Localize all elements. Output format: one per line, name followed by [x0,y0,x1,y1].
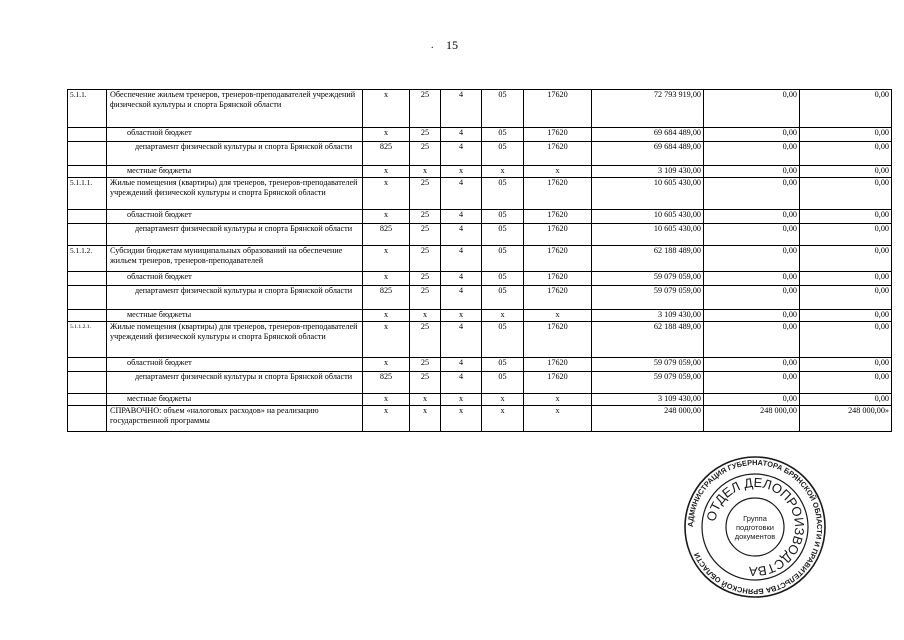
row-code [68,224,107,246]
row-value-1: 69 684 489,00 [592,142,704,166]
row-value-3: 0,00 [800,322,892,358]
row-code: 5.1.1.2.1. [68,322,107,358]
table-row [68,128,892,142]
row-code-1: 25 [410,90,441,128]
row-name: Жилые помещения (квартиры) для тренеров, тренеров-преподавателей учреждений физической культуры и спорта Брянской области [107,322,363,358]
stamp-outer-text: АДМИНИСТРАЦИЯ ГУБЕРНАТОРА БРЯНСКОЙ ОБЛАСТИ И ПРАВИТЕЛЬСТВА БРЯНСКОЙ ОБЛАСТИ [685,457,825,597]
row-code-3: 05 [482,272,524,286]
row-value-1: 10 605 430,00 [592,210,704,224]
row-code-4: 17620 [524,358,592,372]
table-row [68,358,892,372]
stamp-center-line-3: документов [734,532,776,541]
row-code [68,372,107,394]
row-code-2: 4 [441,210,482,224]
row-value-2: 0,00 [704,142,800,166]
row-code-1: х [410,406,441,432]
row-code-3: 05 [482,178,524,210]
row-name: местные бюджеты [107,166,363,178]
row-code: 5.1.1. [68,90,107,128]
row-code-1: 25 [410,272,441,286]
row-grbs: 825 [363,142,410,166]
page-number [0,38,904,53]
row-grbs: х [363,394,410,406]
row-code-4: х [524,310,592,322]
row-code-3: 05 [482,286,524,310]
row-value-2: 0,00 [704,372,800,394]
row-code-2: 4 [441,142,482,166]
row-code-2: х [441,394,482,406]
row-value-1: 3 109 430,00 [592,310,704,322]
row-code-1: 25 [410,210,441,224]
row-code-3: 05 [482,210,524,224]
row-code-4: х [524,406,592,432]
page-number-text: 15 [446,38,458,52]
row-value-3: 0,00 [800,372,892,394]
row-value-2: 0,00 [704,90,800,128]
row-code: 5.1.1.2. [68,246,107,272]
row-value-2: 0,00 [704,358,800,372]
row-code-3: 05 [482,322,524,358]
row-value-1: 62 188 489,00 [592,322,704,358]
table-row [68,406,892,432]
row-name: местные бюджеты [107,310,363,322]
row-value-2: 0,00 [704,322,800,358]
row-value-2: 0,00 [704,178,800,210]
row-value-1: 10 605 430,00 [592,224,704,246]
row-code-1: 25 [410,128,441,142]
row-value-3: 0,00 [800,358,892,372]
row-value-1: 72 793 919,00 [592,90,704,128]
row-name: Субсидии бюджетам муниципальных образований на обеспечение жильем тренеров, тренеров-преподавателей [107,246,363,272]
row-code [68,358,107,372]
row-value-2: 0,00 [704,310,800,322]
row-code-1: 25 [410,142,441,166]
row-code-4: х [524,394,592,406]
budget-table-body [68,90,892,432]
row-code-3: 05 [482,372,524,394]
row-code-1: 25 [410,178,441,210]
row-code-4: 17620 [524,178,592,210]
row-grbs: х [363,166,410,178]
stamp-center-line-1: Группа [743,514,767,523]
row-value-1: 248 000,00 [592,406,704,432]
table-row [68,246,892,272]
row-code [68,210,107,224]
table-row [68,372,892,394]
row-code [68,310,107,322]
row-code-2: 4 [441,178,482,210]
row-value-3: 0,00 [800,90,892,128]
stamp-center-line-2: подготовки [736,523,774,532]
row-name: Обеспечение жильем тренеров, тренеров-преподавателей учреждений физической культуры и спорта Брянской области [107,90,363,128]
row-code-3: х [482,394,524,406]
stamp-ring-text: ОТДЕЛ ДЕЛОПРОИЗВОДСТВА [703,474,808,580]
table-row [68,210,892,224]
row-code-4: 17620 [524,322,592,358]
row-value-1: 59 079 059,00 [592,358,704,372]
row-code-2: х [441,406,482,432]
row-value-2: 0,00 [704,210,800,224]
row-code-4: 17620 [524,90,592,128]
row-code-4: 17620 [524,372,592,394]
row-value-1: 59 079 059,00 [592,272,704,286]
row-code-4: х [524,166,592,178]
row-value-2: 0,00 [704,272,800,286]
row-code-4: 17620 [524,246,592,272]
row-code-4: 17620 [524,286,592,310]
row-value-3: 0,00 [800,128,892,142]
row-value-2: 0,00 [704,166,800,178]
table-row [68,166,892,178]
row-code-2: 4 [441,286,482,310]
row-code-2: 4 [441,224,482,246]
page-mark: . [431,40,434,51]
row-value-1: 10 605 430,00 [592,178,704,210]
table-row [68,90,892,128]
row-code-2: 4 [441,372,482,394]
row-code [68,166,107,178]
row-name: департамент физической культуры и спорта Брянской области [107,142,363,166]
row-grbs: 825 [363,224,410,246]
row-code-4: 17620 [524,210,592,224]
table-row [68,224,892,246]
row-value-2: 0,00 [704,394,800,406]
row-grbs: х [363,322,410,358]
row-value-3: 0,00 [800,210,892,224]
row-code-1: 25 [410,358,441,372]
row-grbs: х [363,272,410,286]
table-row [68,142,892,166]
row-code [68,286,107,310]
row-code-1: 25 [410,322,441,358]
row-value-1: 62 188 489,00 [592,246,704,272]
row-name: СПРАВОЧНО: объем «налоговых расходов» на реализацию государственной программы [107,406,363,432]
row-grbs: 825 [363,372,410,394]
row-name: департамент физической культуры и спорта Брянской области [107,286,363,310]
row-name: областной бюджет [107,128,363,142]
row-value-1: 3 109 430,00 [592,166,704,178]
row-code-4: 17620 [524,224,592,246]
row-code-1: х [410,394,441,406]
row-grbs: х [363,246,410,272]
row-code-3: 05 [482,142,524,166]
row-code-2: 4 [441,272,482,286]
row-name: департамент физической культуры и спорта Брянской области [107,224,363,246]
row-code-3: 05 [482,128,524,142]
row-grbs: х [363,178,410,210]
row-code-1: х [410,310,441,322]
row-value-3: 0,00 [800,178,892,210]
row-value-1: 3 109 430,00 [592,394,704,406]
row-value-1: 69 684 489,00 [592,128,704,142]
row-code-1: 25 [410,286,441,310]
row-code-2: х [441,166,482,178]
row-value-2: 0,00 [704,128,800,142]
row-name: департамент физической культуры и спорта Брянской области [107,372,363,394]
row-grbs: х [363,90,410,128]
row-name: областной бюджет [107,272,363,286]
row-code-3: х [482,310,524,322]
row-code-4: 17620 [524,272,592,286]
row-code-1: 25 [410,372,441,394]
row-value-2: 0,00 [704,286,800,310]
row-name: Жилые помещения (квартиры) для тренеров, тренеров-преподавателей учреждений физической культуры и спорта Брянской области [107,178,363,210]
row-code-3: 05 [482,246,524,272]
row-code-4: 17620 [524,128,592,142]
row-code-1: х [410,166,441,178]
row-code [68,272,107,286]
row-value-3: 0,00 [800,166,892,178]
row-value-3: 0,00 [800,286,892,310]
row-code-2: 4 [441,322,482,358]
row-code-2: х [441,310,482,322]
table-row [68,322,892,358]
row-code-3: 05 [482,358,524,372]
row-value-3: 0,00 [800,246,892,272]
row-code [68,406,107,432]
row-code [68,394,107,406]
row-name: областной бюджет [107,358,363,372]
row-code-2: 4 [441,128,482,142]
table-row [68,272,892,286]
row-value-3: 248 000,00» [800,406,892,432]
row-code-2: 4 [441,358,482,372]
row-value-3: 0,00 [800,272,892,286]
row-value-3: 0,00 [800,394,892,406]
row-code-3: 05 [482,90,524,128]
row-name: местные бюджеты [107,394,363,406]
row-value-3: 0,00 [800,142,892,166]
row-value-2: 0,00 [704,246,800,272]
row-value-2: 248 000,00 [704,406,800,432]
row-grbs: х [363,358,410,372]
row-code-1: 25 [410,224,441,246]
row-code-3: х [482,406,524,432]
row-code-3: 05 [482,224,524,246]
row-value-3: 0,00 [800,310,892,322]
row-grbs: 825 [363,286,410,310]
row-code-1: 25 [410,246,441,272]
row-grbs: х [363,310,410,322]
row-code-3: х [482,166,524,178]
office-stamp [683,455,827,599]
row-code-2: 4 [441,246,482,272]
row-name: областной бюджет [107,210,363,224]
row-code: 5.1.1.1. [68,178,107,210]
table-row [68,310,892,322]
row-code [68,142,107,166]
row-grbs: х [363,406,410,432]
table-row [68,286,892,310]
row-value-2: 0,00 [704,224,800,246]
row-code-2: 4 [441,90,482,128]
table-row [68,394,892,406]
row-value-3: 0,00 [800,224,892,246]
row-value-1: 59 079 059,00 [592,286,704,310]
table-row [68,178,892,210]
row-value-1: 59 079 059,00 [592,372,704,394]
row-grbs: х [363,128,410,142]
row-grbs: х [363,210,410,224]
row-code [68,128,107,142]
row-code-4: 17620 [524,142,592,166]
budget-table [67,89,892,432]
